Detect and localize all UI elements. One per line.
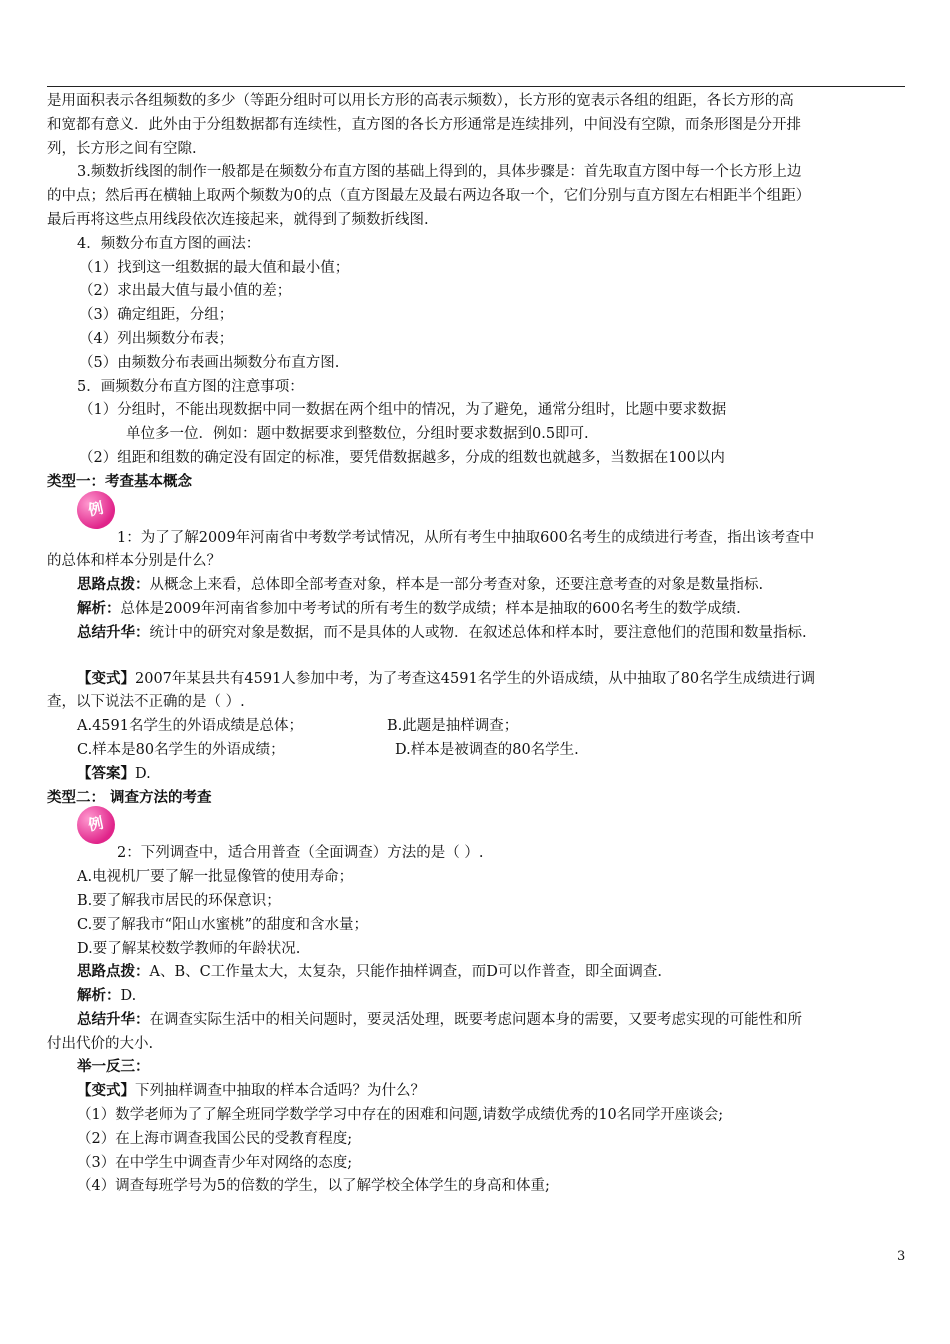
type1-heading: 类型一：考查基本概念 — [47, 473, 192, 490]
option-line: A.电视机厂要了解一批显像管的使用寿命； — [77, 869, 354, 886]
list-item: （1）数学老师为了了解全班同学数学学习中存在的困难和问题,请数学成绩优秀的10名同学开座谈会; — [77, 1107, 724, 1124]
page-number: 3 — [897, 1249, 906, 1264]
section-title: 5．画频数分布直方图的注意事项： — [77, 378, 304, 395]
option-row — [47, 715, 907, 739]
list-item: （4）列出频数分布表； — [79, 330, 234, 347]
hint-line: 思路点拨：从概念上来看，总体即全部考查对象，样本是一部分考查对象，还要注意考查的对象是数量指标. — [77, 577, 764, 594]
list-item: （3）在中学生中调查青少年对网络的态度; — [77, 1154, 353, 1171]
list-item: （2）组距和组数的确定没有固定的标准，要凭借数据越多，分成的组数也就越多，当数据在100以内 — [79, 449, 725, 466]
header-rule — [47, 86, 905, 87]
example-badge-row — [47, 810, 907, 842]
paragraph-line: 最后再将这些点用线段依次连接起来，就得到了频数折线图. — [47, 211, 429, 228]
variant-line: 【变式】下列抽样调查中抽取的样本合适吗？为什么？ — [77, 1083, 425, 1100]
list-item: （5）由频数分布表画出频数分布直方图. — [79, 354, 340, 371]
option-b: B.此题是抽样调查； — [387, 718, 519, 735]
hint-line: 思路点拨：A、B、C工作量太大，太复杂，只能作抽样调查，而D可以作普查，即全面调查. — [77, 964, 662, 981]
paragraph-line: 列，长方形之间有空隙. — [47, 140, 197, 157]
option-d: D.样本是被调查的80名学生. — [395, 741, 579, 758]
example-badge-icon: 例 — [73, 803, 118, 848]
summary-line: 总结升华：在调查实际生活中的相关问题时，要灵活处理，既要考虑问题本身的需要，又要考虑实现的可能性和所 — [77, 1011, 802, 1028]
list-item: （1）找到这一组数据的最大值和最小值； — [79, 259, 350, 276]
option-a: A.4591名学生的外语成绩是总体； — [77, 718, 303, 735]
question-line: 1：为了了解2009年河南省中考数学考试情况，从所有考生中抽取600名考生的成绩进行考查，指出该考查中 — [117, 529, 815, 546]
question-line: 的总体和样本分别是什么？ — [47, 553, 221, 570]
option-c: C.样本是80名学生的外语成绩； — [77, 741, 285, 758]
option-line: D.要了解某校数学教师的年龄状况. — [77, 940, 301, 957]
list-item: （2）在上海市调查我国公民的受教育程度; — [77, 1130, 353, 1147]
option-line: C.要了解我市“阳山水蜜桃”的甜度和含水量； — [77, 916, 369, 933]
list-item: （3）确定组距，分组； — [79, 307, 234, 324]
practice-label: 举一反三： — [77, 1059, 150, 1076]
paragraph-line: 和宽都有意义．此外由于分组数据都有连续性，直方图的各长方形通常是连续排列，中间没有空隙，而条形图是分开排 — [47, 116, 801, 133]
question-line: 2：下列调查中，适合用普查（全面调查）方法的是（ ）. — [117, 845, 484, 862]
list-item: （1）分组时，不能出现数据中同一数据在两个组中的情况，为了避免，通常分组时，比题中要求数据 — [79, 402, 727, 419]
paragraph-line: 是用面积表示各组频数的多少（等距分组时可以用长方形的高表示频数），长方形的宽表示各组的组距，各长方形的高 — [47, 93, 794, 109]
example-badge-icon: 例 — [73, 487, 118, 532]
variant-line: 查，以下说法不正确的是（ ）. — [47, 694, 245, 711]
paragraph-line: 的中点；然后再在横轴上取两个频数为0的点（直方图最左及最右两边各取一个，它们分别与直方图左右相距半个组距） — [47, 188, 811, 205]
answer-line: 【答案】D. — [77, 765, 151, 782]
option-line: B.要了解我市居民的环保意识； — [77, 892, 281, 909]
variant-line: 【变式】2007年某县共有4591人参加中考，为了考查这4591名学生的外语成绩，从中抽取了80名学生成绩进行调 — [77, 670, 816, 687]
summary-line: 总结升华：统计中的研究对象是数据，而不是具体的人或物．在叙述总体和样本时，要注意他们的范围和数量指标. — [77, 624, 807, 641]
solution-line: 解析：D. — [77, 988, 137, 1005]
list-item: （2）求出最大值与最小值的差； — [79, 283, 292, 300]
example-badge-row — [47, 495, 907, 527]
option-row — [47, 739, 907, 763]
summary-line: 付出代价的大小. — [47, 1035, 154, 1052]
type2-heading: 类型二： 调查方法的考查 — [47, 789, 212, 806]
solution-line: 解析：总体是2009年河南省参加中考考试的所有考生的数学成绩；样本是抽取的600名考生的数学成绩. — [77, 600, 741, 617]
section-title: 4．频数分布直方图的画法： — [77, 235, 261, 252]
list-item-continued: 单位多一位．例如：题中数据要求到整数位，分组时要求数据到0.5即可. — [126, 426, 589, 443]
document-body — [47, 90, 907, 1199]
paragraph-line: 3.频数折线图的制作一般都是在频数分布直方图的基础上得到的，具体步骤是：首先取直方图中每一个长方形上边 — [77, 164, 802, 181]
list-item: （4）调查每班学号为5的倍数的学生，以了解学校全体学生的身高和体重; — [77, 1178, 550, 1195]
